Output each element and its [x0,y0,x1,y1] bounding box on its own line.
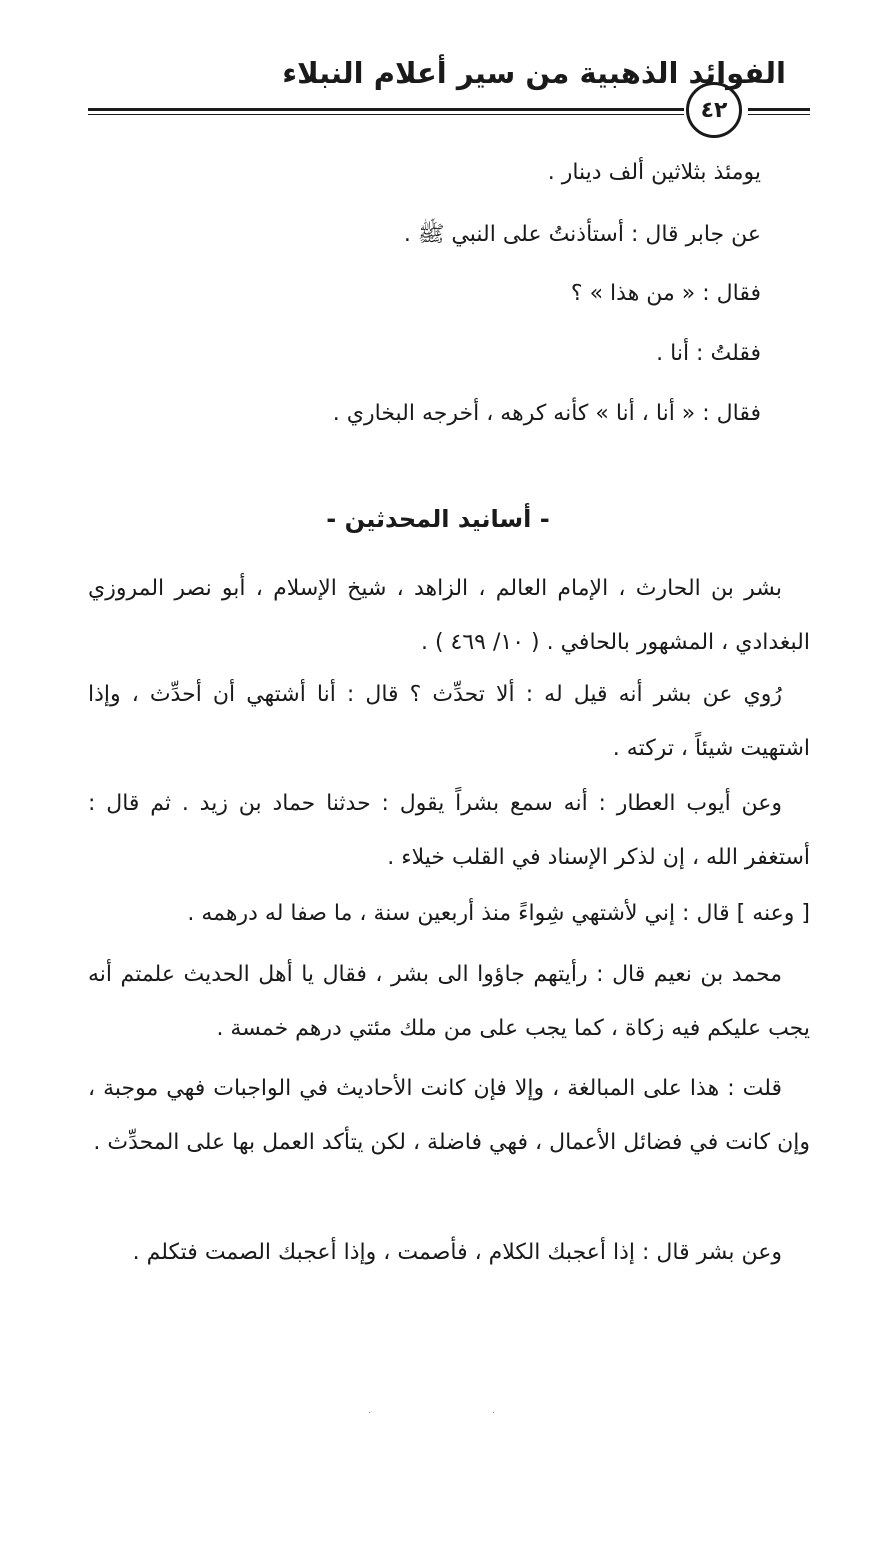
running-title: الفوائد الذهبية من سير أعلام النبلاء [282,56,786,90]
opening-line-2: عن جابر قال : أستأذنتُ على النبي ﷺ . [403,222,761,247]
paragraph-6: قلت : هذا على المبالغة ، وإلا فإن كانت الأحاديث في الواجبات فهي موجبة ، وإن كانت في فضائل الأعمال ، فهي فاضلة ، لكن يتأكد العمل بها على المحدِّث . [88,1076,810,1155]
opening-line-5: فقال : « أنا ، أنا » كأنه كرهه ، أخرجه البخاري . [332,401,761,426]
opening-line-1: يومئذ بثلاثين ألف دينار . [547,160,761,185]
scan-speck-right: · [492,1408,496,1419]
header-rule-thin-left [88,114,684,115]
paragraph-2: رُوي عن بشر أنه قيل له : ألا تحدِّث ؟ قال : أنا أشتهي أن أحدِّث ، وإذا اشتهيت شيئاً ، تركته . [88,682,810,761]
paragraph-4: [ وعنه ] قال : إني لأشتهي شِواءً منذ أربعين سنة ، ما صفا له درهمه . [187,901,810,926]
section-heading: - أسانيد المحدثين - [326,505,550,533]
opening-line-4: فقلتُ : أنا . [656,341,761,366]
paragraph-1: بشر بن الحارث ، الإمام العالم ، الزاهد ، شيخ الإسلام ، أبو نصر المروزي البغدادي ، المشهور بالحافي . ( ١٠/ ٤٦٩ ) . [88,576,810,655]
paragraph-3: وعن أيوب العطار : أنه سمع بشراً يقول : حدثنا حماد بن زيد . ثم قال : أستغفر الله ، إن لذكر الإسناد في القلب خيلاء . [88,791,810,870]
page-number: ٤٢ [686,82,742,138]
paragraph-5: محمد بن نعيم قال : رأيتهم جاؤوا الى بشر ، فقال يا أهل الحديث علمتم أنه يجب عليكم فيه زكاة ، كما يجب على من ملك مئتي درهم خمسة . [88,962,810,1041]
scan-speck-left: · [368,1408,372,1419]
header-rule-thick-left [88,108,684,111]
header-rule-thick-right [748,108,810,111]
opening-line-3: فقال : « من هذا » ؟ [570,281,761,306]
paragraph-7: وعن بشر قال : إذا أعجبك الكلام ، فأصمت ، وإذا أعجبك الصمت فتكلم . [132,1240,782,1265]
header-rule-thin-right [748,114,810,115]
